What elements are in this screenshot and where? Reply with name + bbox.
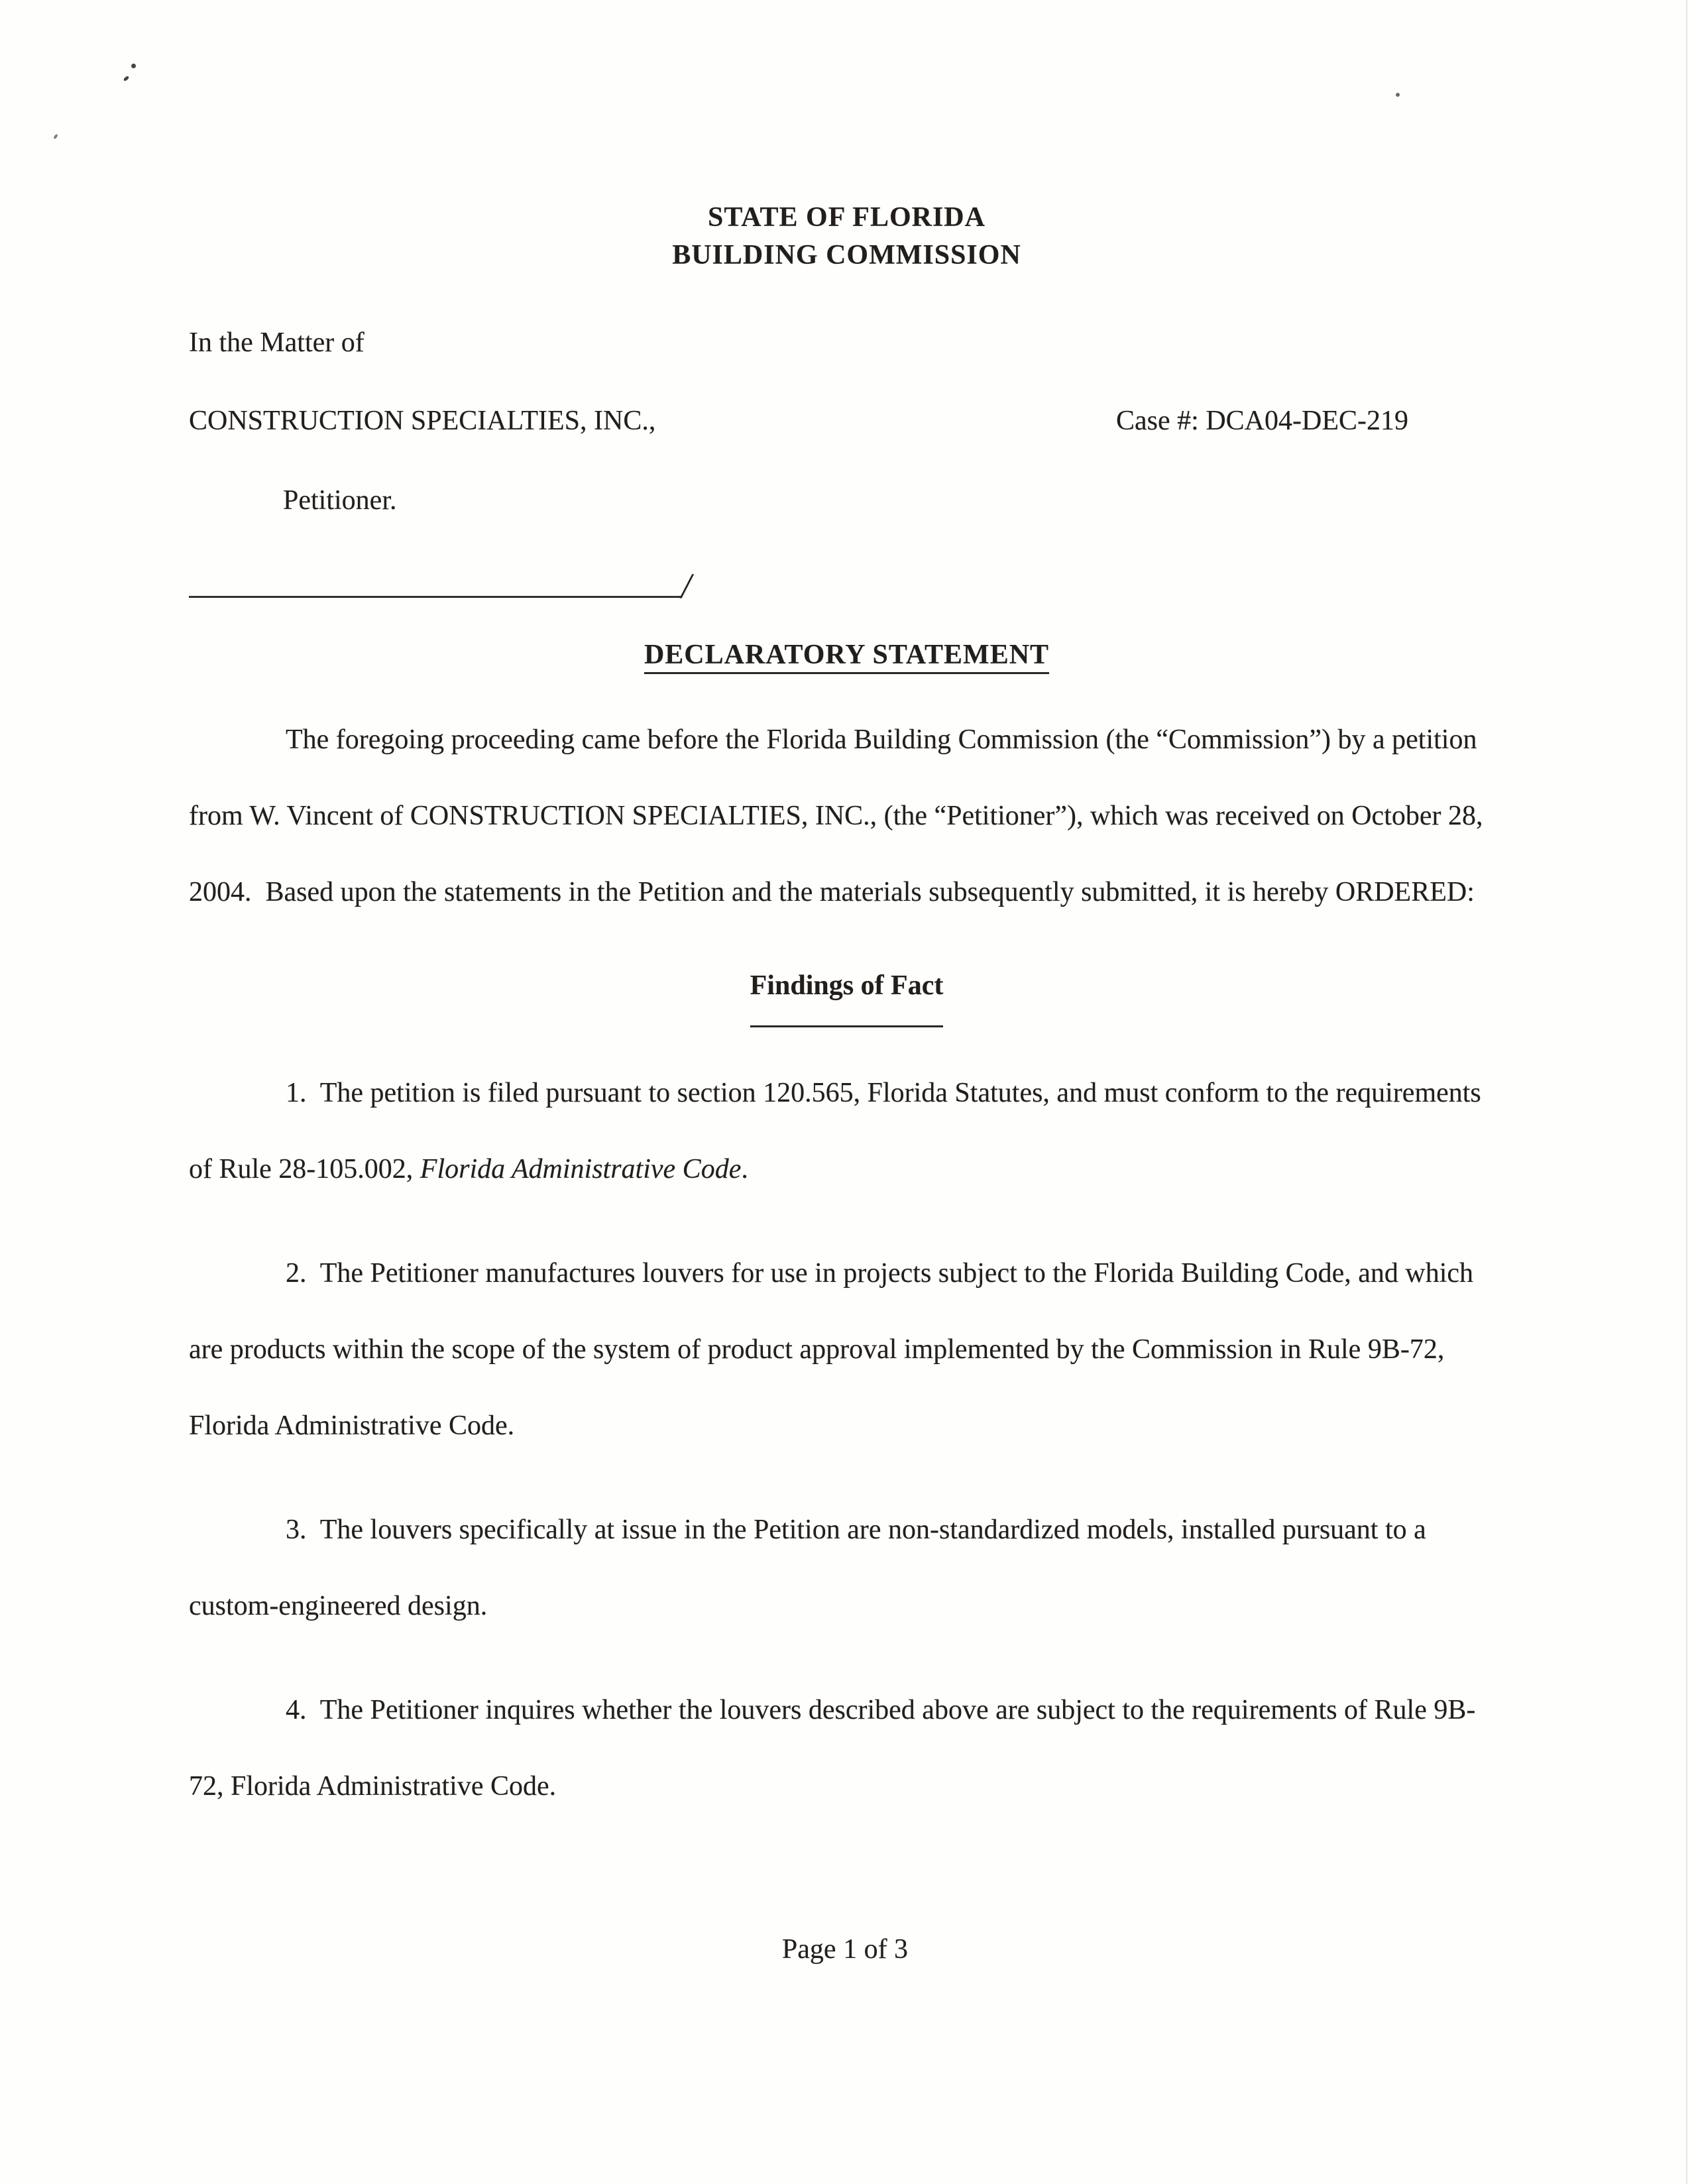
findings-heading-text: Findings of Fact	[750, 948, 944, 1027]
document-title	[189, 639, 1504, 674]
findings-of-fact-heading	[189, 948, 1504, 1027]
caption-separator-line	[189, 557, 691, 606]
case-caption-row	[189, 405, 1504, 437]
intro-paragraph: The foregoing proceeding came before the Florida Building Commission (the “Commission”) by a petition from W. Vincent of CONSTRUCTION SPECIALTIES, INC., (the “Petitioner”), which was received on October 28, 2004. Based upon the statements in the Petition and the materials subsequently submitted, it is hereby ORDERED:	[189, 724, 1490, 908]
finding-1-citation: Florida Administrative Code	[420, 1154, 742, 1185]
scan-artifact	[131, 64, 136, 68]
petitioner-label: Petitioner.	[283, 485, 397, 516]
document-header	[189, 199, 1504, 274]
scan-artifact	[123, 76, 129, 82]
finding-1-end: .	[741, 1154, 748, 1185]
document-title-text: DECLARATORY STATEMENT	[644, 639, 1049, 674]
finding-2: 2. The Petitioner manufactures louvers for use in projects subject to the Florida Building Code, and which are products within the scope of the system of product approval implemented by the Commission in Rule 9B-72, Florida Administrative Code.	[189, 1258, 1481, 1442]
header-commission-line: BUILDING COMMISSION	[672, 239, 1021, 270]
slash-mark: /	[681, 566, 691, 606]
finding-1-text: 1. The petition is filed pursuant to section 120.565, Florida Statutes, and must conform to the requirements of Rule 28-105.002,	[189, 1078, 1489, 1185]
case-number: Case #: DCA04-DEC-219	[1116, 406, 1408, 437]
finding-4: 4. The Petitioner inquires whether the louvers described above are subject to the requirements of Rule 9B-72, Florida Administrative Code.	[189, 1695, 1476, 1802]
finding-3: 3. The louvers specifically at issue in the Petition are non-standardized models, installed pursuant to a custom-engineered design.	[189, 1515, 1434, 1622]
in-the-matter-label: In the Matter of	[189, 327, 365, 359]
petitioner-name: CONSTRUCTION SPECIALTIES, INC.,	[189, 406, 656, 437]
scan-artifact	[53, 134, 58, 140]
header-state-line: STATE OF FLORIDA	[708, 202, 986, 233]
scan-artifact	[1396, 93, 1400, 97]
page-number: Page 1 of 3	[781, 1934, 909, 1965]
finding-1	[189, 1055, 1504, 1208]
